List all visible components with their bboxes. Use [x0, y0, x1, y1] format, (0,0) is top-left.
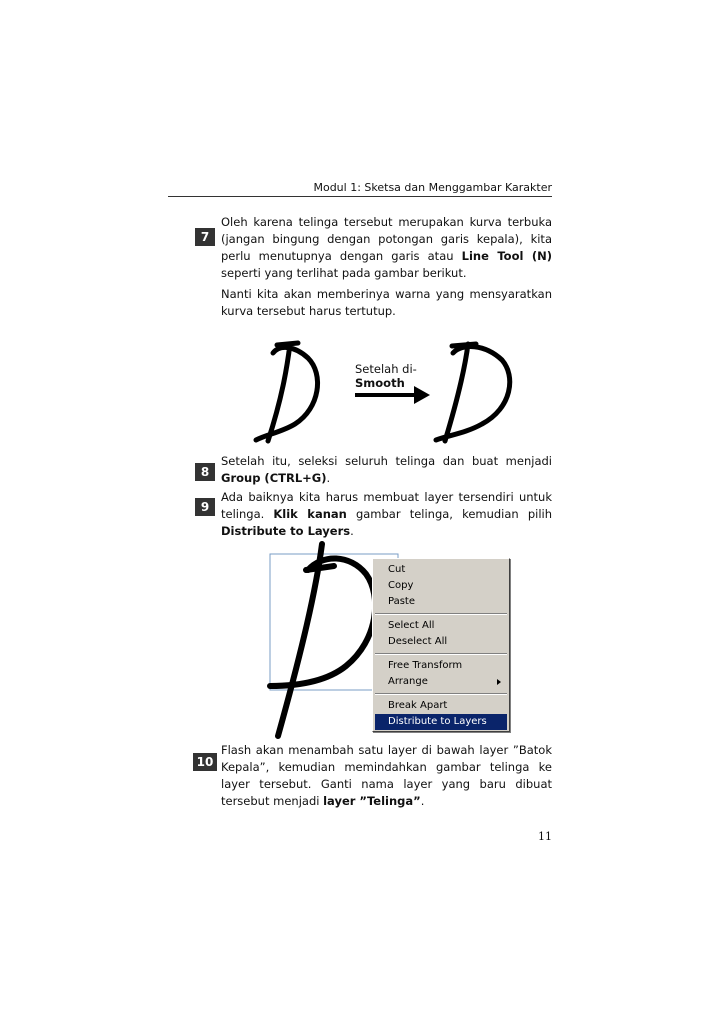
menu-item-break-apart[interactable]: Break Apart	[388, 700, 448, 711]
header-rule	[168, 196, 552, 197]
ear-sketch-rough	[256, 343, 318, 441]
menu-separator	[375, 693, 507, 695]
ear-sketch-smooth	[436, 344, 510, 441]
step-8-badge: 8	[195, 463, 215, 481]
menu-item-arrange[interactable]: Arrange	[375, 674, 507, 690]
ear-drawing	[270, 544, 375, 736]
page-number: 11	[538, 830, 552, 843]
step-9-paragraph: Ada baiknya kita harus membuat layer tersendiri untuk telinga. Klik kanan gambar telinga, kemudian pilih Distribute to Layers.	[221, 490, 552, 538]
step-7-badge: 7	[195, 228, 215, 246]
menu-item-copy[interactable]: Copy	[388, 580, 414, 591]
step-8-paragraph: Setelah itu, seleksi seluruh telinga dan buat menjadi Group (CTRL+G).	[221, 454, 552, 485]
running-header: Modul 1: Sketsa dan Menggambar Karakter	[313, 181, 552, 194]
smooth-label: Setelah di- Smooth	[355, 362, 417, 390]
menu-item-deselect-all[interactable]: Deselect All	[388, 636, 448, 647]
menu-item-paste[interactable]: Paste	[388, 596, 415, 607]
step-10-paragraph: Flash akan menambah satu layer di bawah layer ”Batok Kepala”, kemudian memindahkan gambar telinga ke layer tersebut. Ganti nama layer yang baru dibuat tersebut menjadi layer ”Telinga”.	[221, 743, 552, 808]
step-9-badge: 9	[195, 498, 215, 516]
step-7-paragraph-2: Nanti kita akan memberinya warna yang mensyaratkan kurva tersebut harus tertutup.	[221, 287, 552, 318]
menu-separator	[375, 613, 507, 615]
menu-item-free-transform[interactable]: Free Transform	[388, 660, 463, 671]
menu-separator	[375, 653, 507, 655]
menu-item-cut[interactable]: Cut	[388, 564, 406, 575]
step-10-badge: 10	[193, 753, 217, 771]
step-7-paragraph-1: Oleh karena telinga tersebut merupakan kurva terbuka (jangan bingung dengan potongan garis kepala), kita perlu menutupnya dengan garis atau Line Tool (N) seperti yang terlihat pada gambar berikut.	[221, 215, 552, 280]
menu-item-select-all[interactable]: Select All	[388, 620, 435, 631]
ear-smoothing-figure	[240, 338, 540, 446]
menu-item-distribute-to-layers[interactable]: Distribute to Layers	[375, 714, 507, 730]
context-menu[interactable]	[372, 558, 510, 732]
submenu-arrow-icon	[497, 679, 501, 685]
